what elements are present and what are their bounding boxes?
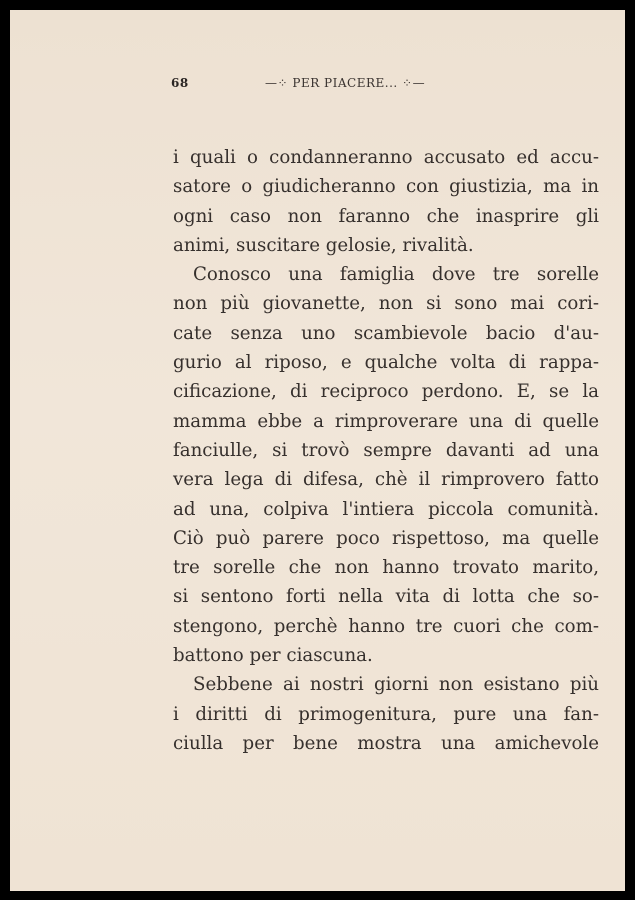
text-line: si sentono forti nella vita di lotta che so-	[173, 586, 599, 608]
book-page	[10, 10, 625, 891]
running-title: —⁘ PER PIACERE... ⁘—	[265, 76, 426, 90]
text-line: cificazione, di reciproco perdono. E, se la	[173, 381, 599, 403]
paragraph-first-line: Sebbene ai nostri giorni non esistano più	[193, 674, 599, 696]
text-line: satore o giudicheranno con giustizia, ma in	[173, 176, 599, 198]
text-line: vera lega di difesa, chè il rimprovero fatto	[173, 469, 599, 491]
text-line: ad una, colpiva l'intiera piccola comunità.	[173, 498, 599, 520]
text-line: Ciò può parere poco rispettoso, ma quelle	[173, 527, 599, 549]
text-line: battono per ciascuna.	[173, 645, 373, 667]
text-line: ogni caso non faranno che inasprire gli	[173, 205, 599, 227]
text-line: i diritti di primogenitura, pure una fan-	[173, 703, 599, 725]
text-line: ciulla per bene mostra una amichevole	[173, 732, 599, 754]
text-line: mamma ebbe a rimproverare una di quelle	[173, 410, 599, 432]
text-line: gurio al riposo, e qualche volta di rappa-	[173, 352, 599, 374]
paragraph-first-line: Conosco una famiglia dove tre sorelle	[193, 264, 599, 286]
text-line: i quali o condanneranno accusato ed accu-	[173, 147, 599, 168]
text-line: animi, suscitare gelosie, rivalità.	[173, 234, 474, 256]
page-number: 68	[171, 76, 189, 90]
text-line: cate senza uno scambievole bacio d'au-	[173, 322, 599, 344]
text-line: fanciulle, si trovò sempre davanti ad una	[173, 439, 599, 461]
text-line: tre sorelle che non hanno trovato marito,	[173, 557, 599, 579]
text-line: stengono, perchè hanno tre cuori che com-	[173, 615, 599, 637]
body-text	[173, 143, 599, 758]
text-line: non più giovanette, non si sono mai cori-	[173, 293, 599, 315]
page-header	[171, 76, 599, 98]
